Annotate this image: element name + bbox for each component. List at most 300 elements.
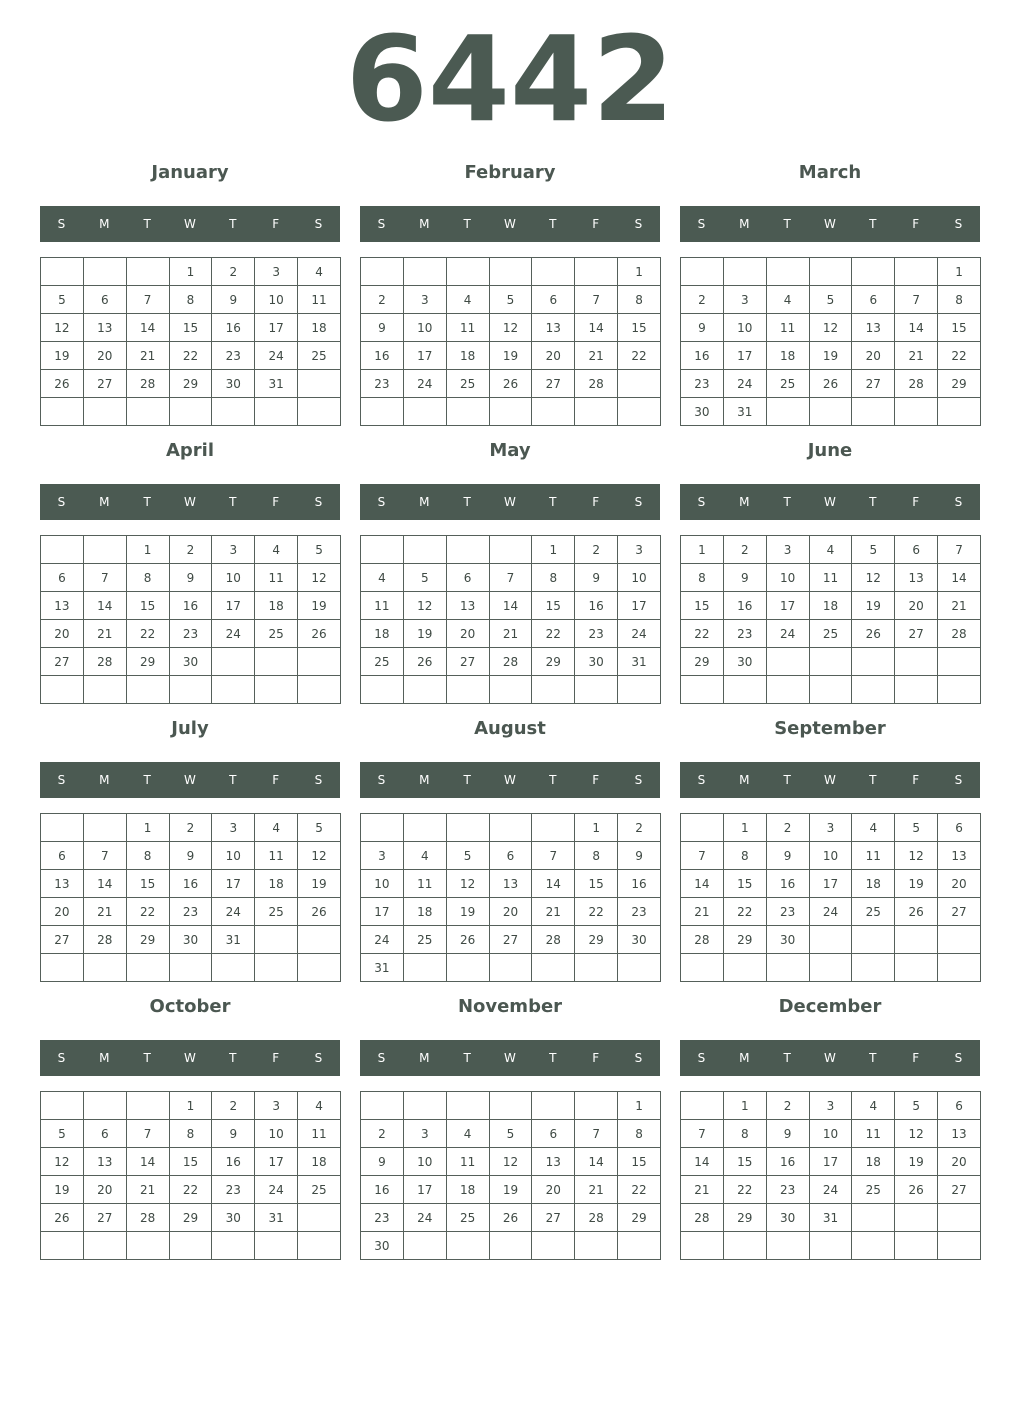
week-row [361, 1092, 661, 1120]
week-row [361, 648, 661, 676]
day-cell: 23 [723, 620, 766, 648]
weekday-label: F [592, 1051, 600, 1065]
day-cell [895, 926, 938, 954]
day-cell: 13 [446, 592, 489, 620]
day-cell: 21 [895, 342, 938, 370]
day-cell [126, 1232, 169, 1260]
week-row [681, 1092, 981, 1120]
day-cell: 6 [532, 1120, 575, 1148]
weekday-label: T [869, 217, 877, 231]
week-row [681, 926, 981, 954]
day-cell: 28 [126, 370, 169, 398]
day-cell: 30 [169, 926, 212, 954]
day-cell: 5 [489, 286, 532, 314]
day-cell: 7 [895, 286, 938, 314]
day-cell: 19 [41, 1176, 84, 1204]
weekday-label: M [739, 1051, 750, 1065]
day-cell: 12 [895, 842, 938, 870]
day-cell [126, 258, 169, 286]
day-cell: 1 [575, 814, 618, 842]
day-cell: 29 [938, 370, 981, 398]
weekday-label: S [57, 1051, 66, 1065]
day-cell [446, 954, 489, 982]
day-cell: 29 [126, 648, 169, 676]
day-cell: 2 [575, 536, 618, 564]
weekday-header [40, 1040, 340, 1076]
day-cell: 11 [852, 1120, 895, 1148]
day-cell: 1 [723, 1092, 766, 1120]
day-cell: 8 [169, 286, 212, 314]
week-row [41, 1232, 341, 1260]
day-cell [41, 954, 84, 982]
week-row [681, 1232, 981, 1260]
weekday-label: T [143, 217, 151, 231]
day-cell: 9 [169, 564, 212, 592]
week-row [361, 1120, 661, 1148]
day-cell [895, 258, 938, 286]
day-cell: 27 [83, 370, 126, 398]
day-cell [126, 954, 169, 982]
day-cell: 24 [255, 342, 298, 370]
day-cell [895, 648, 938, 676]
day-cell [446, 814, 489, 842]
day-cell: 15 [126, 870, 169, 898]
weekday-label: F [592, 773, 600, 787]
weekday-label: T [549, 495, 557, 509]
day-cell: 5 [403, 564, 446, 592]
weekday-label: F [272, 1051, 280, 1065]
day-cell [169, 676, 212, 704]
week-row [41, 814, 341, 842]
day-cell: 16 [212, 1148, 255, 1176]
week-row [41, 258, 341, 286]
weekday-label: S [377, 217, 386, 231]
week-row [41, 564, 341, 592]
day-cell: 26 [403, 648, 446, 676]
day-cell: 14 [681, 1148, 724, 1176]
day-cell [575, 954, 618, 982]
day-cell: 23 [681, 370, 724, 398]
day-cell [255, 1232, 298, 1260]
day-cell: 25 [809, 620, 852, 648]
weekday-label: M [419, 773, 430, 787]
day-cell: 16 [681, 342, 724, 370]
weekday-label: T [229, 495, 237, 509]
day-cell: 8 [169, 1120, 212, 1148]
day-cell: 18 [403, 898, 446, 926]
weekday-label: M [99, 495, 110, 509]
day-cell: 30 [212, 370, 255, 398]
day-cell: 5 [489, 1120, 532, 1148]
day-cell: 20 [532, 342, 575, 370]
weekday-label: M [739, 495, 750, 509]
day-cell: 21 [681, 1176, 724, 1204]
day-cell: 17 [809, 870, 852, 898]
day-cell: 12 [895, 1120, 938, 1148]
day-cell: 15 [575, 870, 618, 898]
day-cell: 17 [618, 592, 661, 620]
day-cell: 21 [489, 620, 532, 648]
day-cell: 24 [618, 620, 661, 648]
weekday-label: S [314, 495, 323, 509]
day-cell [852, 1204, 895, 1232]
day-cell [298, 1204, 341, 1232]
day-cell [169, 954, 212, 982]
day-cell: 30 [575, 648, 618, 676]
day-cell: 3 [809, 814, 852, 842]
weekday-label: S [634, 1051, 643, 1065]
day-cell: 19 [41, 342, 84, 370]
day-cell: 31 [255, 1204, 298, 1232]
day-cell: 23 [169, 898, 212, 926]
week-row [41, 398, 341, 426]
day-cell: 3 [212, 536, 255, 564]
day-cell: 23 [212, 342, 255, 370]
weekday-label: S [634, 217, 643, 231]
day-cell [938, 648, 981, 676]
day-cell: 7 [938, 536, 981, 564]
day-cell: 23 [766, 898, 809, 926]
day-cell: 24 [403, 370, 446, 398]
day-cell: 4 [809, 536, 852, 564]
week-row [681, 954, 981, 982]
day-cell: 29 [723, 1204, 766, 1232]
day-cell: 1 [169, 1092, 212, 1120]
day-cell: 28 [83, 926, 126, 954]
day-cell [489, 1092, 532, 1120]
day-cell: 26 [895, 898, 938, 926]
day-cell [361, 258, 404, 286]
day-grid [40, 257, 341, 426]
day-cell: 6 [938, 814, 981, 842]
day-cell: 22 [126, 620, 169, 648]
day-cell: 14 [575, 314, 618, 342]
day-cell: 16 [723, 592, 766, 620]
day-cell: 29 [618, 1204, 661, 1232]
day-cell: 6 [938, 1092, 981, 1120]
weekday-label: F [912, 217, 920, 231]
weekday-label: S [634, 495, 643, 509]
day-cell: 13 [895, 564, 938, 592]
week-row [361, 398, 661, 426]
day-cell [766, 258, 809, 286]
week-row [41, 370, 341, 398]
day-cell [255, 648, 298, 676]
weekday-label: F [912, 1051, 920, 1065]
day-cell [83, 536, 126, 564]
day-cell: 19 [852, 592, 895, 620]
day-cell [938, 398, 981, 426]
day-cell: 9 [212, 1120, 255, 1148]
weekday-label: M [99, 217, 110, 231]
day-cell [895, 1204, 938, 1232]
day-cell: 23 [766, 1176, 809, 1204]
day-cell: 19 [489, 1176, 532, 1204]
day-cell: 15 [723, 1148, 766, 1176]
day-cell: 20 [852, 342, 895, 370]
day-cell [489, 814, 532, 842]
day-cell: 24 [766, 620, 809, 648]
week-row [361, 592, 661, 620]
day-cell: 10 [255, 286, 298, 314]
week-row [361, 370, 661, 398]
weekday-label: T [229, 1051, 237, 1065]
day-cell: 23 [575, 620, 618, 648]
day-cell: 18 [446, 1176, 489, 1204]
day-cell: 21 [126, 342, 169, 370]
day-cell: 21 [83, 620, 126, 648]
day-cell [446, 676, 489, 704]
day-cell: 5 [41, 1120, 84, 1148]
day-cell: 25 [298, 1176, 341, 1204]
week-row [681, 1176, 981, 1204]
day-cell: 19 [809, 342, 852, 370]
day-cell: 18 [766, 342, 809, 370]
day-cell: 29 [169, 370, 212, 398]
day-cell [895, 676, 938, 704]
weekday-label: T [143, 495, 151, 509]
week-row [361, 1232, 661, 1260]
day-cell [212, 1232, 255, 1260]
day-cell [489, 1232, 532, 1260]
day-cell: 19 [489, 342, 532, 370]
day-cell: 27 [938, 1176, 981, 1204]
day-cell: 8 [575, 842, 618, 870]
day-cell: 20 [532, 1176, 575, 1204]
weekday-header [40, 484, 340, 520]
week-row [41, 842, 341, 870]
day-cell: 7 [126, 1120, 169, 1148]
day-cell: 11 [403, 870, 446, 898]
day-cell: 3 [255, 258, 298, 286]
day-cell: 7 [575, 286, 618, 314]
day-grid [360, 257, 661, 426]
weekday-label: S [954, 773, 963, 787]
week-row [41, 1148, 341, 1176]
day-grid [680, 257, 981, 426]
day-cell: 1 [126, 536, 169, 564]
day-cell [681, 1092, 724, 1120]
day-cell: 2 [361, 1120, 404, 1148]
day-cell: 4 [766, 286, 809, 314]
weekday-label: T [869, 495, 877, 509]
day-cell: 28 [126, 1204, 169, 1232]
weekday-label: T [463, 217, 471, 231]
day-cell: 30 [212, 1204, 255, 1232]
day-cell: 26 [41, 1204, 84, 1232]
day-cell: 10 [809, 842, 852, 870]
day-cell [489, 536, 532, 564]
day-cell: 12 [298, 842, 341, 870]
weekday-label: W [504, 1051, 516, 1065]
day-cell: 6 [489, 842, 532, 870]
day-cell: 31 [723, 398, 766, 426]
day-cell: 7 [489, 564, 532, 592]
day-cell [681, 814, 724, 842]
week-row [361, 342, 661, 370]
day-cell: 26 [298, 898, 341, 926]
day-cell: 24 [212, 898, 255, 926]
day-cell [766, 648, 809, 676]
day-cell [618, 370, 661, 398]
day-cell: 28 [895, 370, 938, 398]
day-cell: 10 [212, 842, 255, 870]
day-cell [532, 1232, 575, 1260]
day-cell: 21 [83, 898, 126, 926]
day-cell: 27 [938, 898, 981, 926]
day-cell: 10 [255, 1120, 298, 1148]
day-cell [852, 648, 895, 676]
month-name: November [457, 996, 563, 1017]
day-cell: 26 [809, 370, 852, 398]
day-cell [361, 814, 404, 842]
week-row [41, 1120, 341, 1148]
weekday-label: F [912, 495, 920, 509]
week-row [41, 954, 341, 982]
day-cell: 21 [938, 592, 981, 620]
day-cell: 6 [83, 1120, 126, 1148]
day-cell: 4 [298, 1092, 341, 1120]
day-cell: 16 [766, 870, 809, 898]
day-cell: 6 [83, 286, 126, 314]
week-row [41, 898, 341, 926]
weekday-label: T [463, 773, 471, 787]
day-grid [40, 1091, 341, 1260]
day-cell: 28 [83, 648, 126, 676]
day-cell: 11 [255, 842, 298, 870]
weekday-label: S [697, 217, 706, 231]
weekday-label: M [419, 217, 430, 231]
day-cell: 10 [403, 314, 446, 342]
day-cell: 11 [852, 842, 895, 870]
day-cell: 8 [618, 1120, 661, 1148]
weekday-label: S [314, 773, 323, 787]
day-cell: 3 [618, 536, 661, 564]
weekday-label: T [783, 1051, 791, 1065]
day-cell: 9 [361, 1148, 404, 1176]
week-row [681, 814, 981, 842]
week-row [681, 592, 981, 620]
day-cell: 15 [126, 592, 169, 620]
day-cell: 21 [575, 342, 618, 370]
day-cell: 27 [489, 926, 532, 954]
day-cell: 17 [403, 1176, 446, 1204]
day-cell [83, 814, 126, 842]
day-cell: 30 [361, 1232, 404, 1260]
day-cell: 2 [681, 286, 724, 314]
day-cell [532, 814, 575, 842]
month-name: April [165, 440, 215, 461]
day-cell: 5 [895, 814, 938, 842]
day-cell: 3 [361, 842, 404, 870]
weekday-label: T [143, 773, 151, 787]
day-cell: 10 [723, 314, 766, 342]
day-cell: 19 [298, 592, 341, 620]
week-row [361, 676, 661, 704]
month-name: May [489, 440, 531, 461]
day-cell: 23 [169, 620, 212, 648]
day-cell: 2 [212, 258, 255, 286]
day-cell: 18 [446, 342, 489, 370]
weekday-label: S [377, 773, 386, 787]
day-cell [809, 1232, 852, 1260]
day-cell [681, 258, 724, 286]
week-row [41, 342, 341, 370]
day-cell: 3 [766, 536, 809, 564]
weekday-label: F [272, 773, 280, 787]
day-cell [83, 258, 126, 286]
day-cell: 16 [575, 592, 618, 620]
day-cell: 12 [489, 1148, 532, 1176]
weekday-label: M [739, 217, 750, 231]
day-cell [83, 1092, 126, 1120]
day-cell [766, 398, 809, 426]
day-cell: 7 [83, 564, 126, 592]
weekday-label: T [783, 495, 791, 509]
day-cell: 11 [361, 592, 404, 620]
day-cell: 24 [212, 620, 255, 648]
day-cell: 22 [618, 342, 661, 370]
day-cell [403, 536, 446, 564]
day-cell: 31 [212, 926, 255, 954]
day-cell: 27 [446, 648, 489, 676]
day-cell [126, 676, 169, 704]
month-name: January [151, 162, 229, 183]
week-row [41, 870, 341, 898]
weekday-label: W [824, 773, 836, 787]
day-cell: 1 [169, 258, 212, 286]
day-cell [361, 1092, 404, 1120]
week-row [681, 898, 981, 926]
day-cell [723, 1232, 766, 1260]
day-cell [298, 370, 341, 398]
week-row [361, 870, 661, 898]
day-cell [255, 954, 298, 982]
day-cell: 25 [852, 1176, 895, 1204]
day-cell: 24 [255, 1176, 298, 1204]
day-cell: 5 [41, 286, 84, 314]
day-cell: 26 [852, 620, 895, 648]
day-cell: 26 [895, 1176, 938, 1204]
day-cell: 1 [681, 536, 724, 564]
day-cell [298, 676, 341, 704]
day-cell [852, 398, 895, 426]
week-row [681, 870, 981, 898]
month-name: December [778, 996, 882, 1017]
weekday-label: W [504, 217, 516, 231]
day-cell [809, 398, 852, 426]
weekday-header [360, 762, 660, 798]
day-cell: 27 [895, 620, 938, 648]
day-cell [489, 398, 532, 426]
day-cell: 4 [403, 842, 446, 870]
day-cell [169, 398, 212, 426]
day-cell: 14 [681, 870, 724, 898]
month-name: March [798, 162, 862, 183]
weekday-label: W [824, 1051, 836, 1065]
day-cell: 16 [169, 592, 212, 620]
day-cell [852, 676, 895, 704]
day-cell: 14 [895, 314, 938, 342]
week-row [361, 1204, 661, 1232]
day-cell: 12 [809, 314, 852, 342]
day-cell [403, 258, 446, 286]
day-cell: 4 [852, 1092, 895, 1120]
day-cell: 7 [532, 842, 575, 870]
day-cell: 20 [938, 1148, 981, 1176]
day-cell: 20 [41, 898, 84, 926]
day-cell [255, 398, 298, 426]
